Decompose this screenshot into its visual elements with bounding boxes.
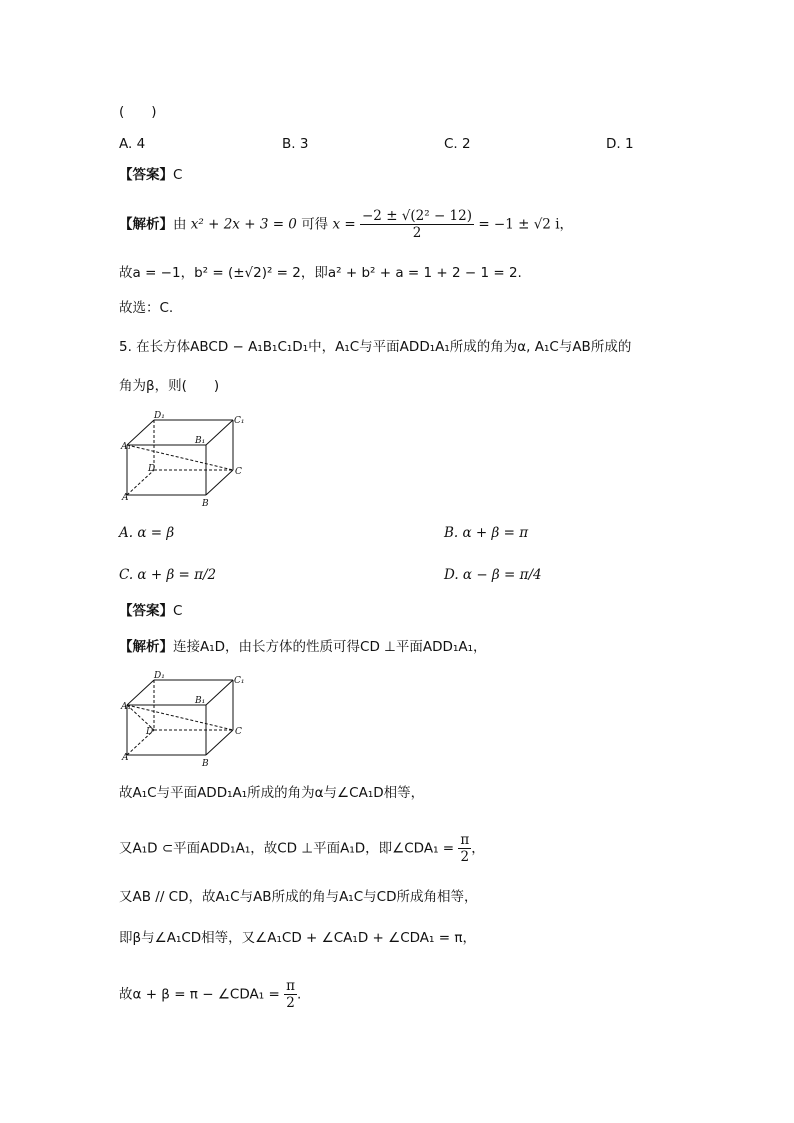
analysis-text: . (296, 986, 302, 1003)
q5-analysis-line-1 (119, 637, 487, 657)
q5-analysis-line-5: 即β与∠A₁CD相等，又∠A₁CD + ∠CA₁D + ∠CDA₁ = π， (119, 930, 476, 946)
q5-option-a: A. α = β (119, 525, 175, 541)
q4-option-b: B. 3 (282, 136, 309, 152)
label-c1: C₁ (234, 416, 245, 426)
root-fraction (360, 208, 474, 241)
fraction-numerator: π (286, 978, 295, 994)
q5-stem-line-1: 5. 在长方体ABCD − A₁B₁C₁D₁中，A₁C与平面ADD₁A₁所成的角为α, A₁C与AB所成的 (119, 339, 632, 355)
q4-paren: ( ) (119, 104, 157, 120)
label-c: C (235, 467, 242, 477)
q5-answer (119, 601, 182, 621)
label-b1: B₁ (195, 696, 206, 706)
label-b: B (202, 499, 209, 509)
label-d1: D₁ (154, 671, 165, 681)
equation: = −1 ± √2 i， (478, 216, 574, 233)
analysis-text: 连接A₁D，由长方体的性质可得CD ⊥平面ADD₁A₁， (173, 639, 487, 655)
answer-value: C (173, 167, 183, 183)
label-c: C (235, 727, 242, 737)
label-a1: A₁ (121, 442, 132, 452)
q4-option-c: C. 2 (444, 136, 471, 152)
analysis-text: 可得 (301, 216, 329, 233)
label-d: D (148, 464, 156, 474)
q5-option-c: C. α + β = π/2 (119, 567, 217, 583)
q4-analysis-line-2: 故a = −1，b² = (±√2)² = 2，即a² + b² + a = 1 + 2 − 1 = 2. (119, 265, 522, 281)
cuboid-figure-1 (112, 408, 252, 513)
label-a1: A₁ (121, 702, 132, 712)
q5-stem-line-2: 角为β，则( ) (119, 378, 220, 394)
fraction-denominator: 2 (286, 995, 295, 1011)
analysis-text: 故α + β = π − ∠CDA₁ = (119, 986, 280, 1003)
q4-option-d: D. 1 (606, 136, 634, 152)
answer-label: 【答案】 (119, 167, 173, 183)
fraction-numerator: −2 ± √(2² − 12) (362, 208, 473, 224)
q5-option-b: B. α + β = π (444, 525, 529, 541)
q5-analysis-line-6 (119, 978, 301, 1011)
analysis-label: 【解析】 (119, 639, 173, 655)
label-a: A (122, 753, 129, 763)
equation: x² + 2x + 3 = 0 (190, 216, 297, 233)
pi-over-2-fraction (284, 978, 297, 1011)
answer-label: 【答案】 (119, 603, 173, 619)
analysis-text: ， (471, 840, 485, 857)
equation: x = (332, 216, 356, 233)
label-a: A (122, 493, 129, 503)
q5-analysis-line-3 (119, 832, 485, 865)
q4-option-a: A. 4 (119, 136, 146, 152)
analysis-label: 【解析】 (119, 216, 173, 233)
label-d: D (146, 727, 154, 737)
q5-analysis-line-2: 故A₁C与平面ADD₁A₁所成的角为α与∠CA₁D相等， (119, 785, 425, 801)
q5-option-d: D. α − β = π/4 (444, 567, 542, 583)
fraction-numerator: π (460, 832, 470, 848)
fraction-denominator: 2 (460, 849, 470, 865)
q4-answer (119, 165, 182, 185)
cuboid-figure-2 (112, 668, 252, 773)
analysis-text: 由 (173, 216, 187, 233)
answer-value: C (173, 603, 183, 619)
q4-choose: 故选：C. (119, 300, 174, 316)
label-d1: D₁ (154, 411, 165, 421)
q5-analysis-line-4: 又AB // CD，故A₁C与AB所成的角与A₁C与CD所成角相等， (119, 889, 478, 905)
q4-analysis-line-1 (119, 208, 573, 241)
label-c1: C₁ (234, 676, 245, 686)
fraction-denominator: 2 (412, 225, 422, 241)
label-b: B (202, 759, 209, 769)
label-b1: B₁ (195, 436, 206, 446)
pi-over-2-fraction (458, 832, 471, 865)
analysis-text: 又A₁D ⊂平面ADD₁A₁，故CD ⊥平面A₁D，即∠CDA₁ = (119, 840, 455, 857)
